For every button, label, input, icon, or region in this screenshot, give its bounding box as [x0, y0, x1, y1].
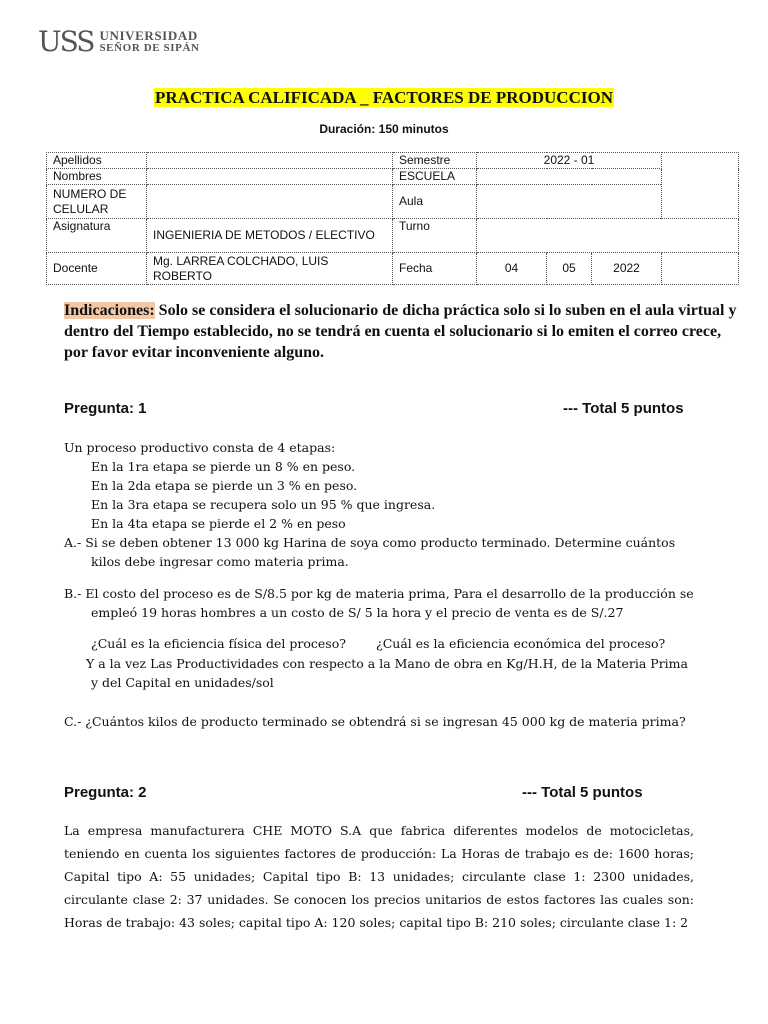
university-name-line1: UNIVERSIDAD: [99, 28, 198, 43]
fecha-day: 04: [477, 253, 547, 285]
p1-productividad-line2: y del Capital en unidades/sol: [91, 675, 274, 690]
aula-label: Aula: [393, 185, 477, 219]
p1-part-a-line2: kilos debe ingresar como materia prima.: [91, 554, 349, 569]
fecha-extra: [662, 253, 739, 285]
docente-value: Mg. LARREA COLCHADO, LUIS ROBERTO: [147, 253, 393, 285]
nombres-field[interactable]: [147, 169, 393, 185]
nombres-label: Nombres: [47, 169, 147, 185]
celular-field[interactable]: [147, 185, 393, 219]
escuela-label: ESCUELA: [393, 169, 477, 185]
p1-part-a-line1: A.- Si se deben obtener 13 000 kg Harina de soya como producto terminado. Determine cuántos: [64, 535, 676, 550]
p1-part-c: C.- ¿Cuántos kilos de producto terminado se obtendrá si se ingresan 45 000 kg de materia prima?: [64, 714, 686, 729]
p1-part-b-line1: B.- El costo del proceso es de S/8.5 por kg de materia prima, Para el desarrollo de la producción se: [64, 586, 694, 601]
pregunta1-title: Pregunta: 1: [64, 400, 147, 417]
pregunta2-points: --- Total 5 puntos: [522, 784, 643, 801]
uss-logo-mark: USS: [38, 25, 94, 58]
fecha-label: Fecha: [393, 253, 477, 285]
p1-stage2: En la 2da etapa se pierde un 3 % en peso.: [91, 478, 358, 493]
fecha-month: 05: [547, 253, 592, 285]
p1-stage4: En la 4ta etapa se pierde el 2 % en peso: [91, 516, 346, 531]
p1-question-fisica: ¿Cuál es la eficiencia física del proceso?: [91, 636, 346, 651]
apellidos-label: Apellidos: [47, 153, 147, 169]
student-info-table: [46, 152, 739, 285]
pregunta2-title: Pregunta: 2: [64, 784, 147, 801]
semestre-value: 2022 - 01: [477, 153, 662, 169]
photo-box: [662, 153, 739, 219]
duration-text: Duración: 150 minutos: [319, 122, 449, 136]
celular-label: NUMERO DE CELULAR: [47, 185, 147, 219]
p1-productividad-line1: Y a la vez Las Productividades con respecto a la Mano de obra en Kg/H.H, de la Materia Prima: [86, 656, 688, 671]
asignatura-label: Asignatura: [47, 219, 147, 253]
turno-label: Turno: [393, 219, 477, 253]
page-title: [0, 88, 768, 108]
asignatura-value: INGENIERIA DE METODOS / ELECTIVO: [147, 219, 393, 253]
p1-intro: Un proceso productivo consta de 4 etapas:: [64, 440, 336, 455]
docente-label: Docente: [47, 253, 147, 285]
indicaciones-text: Solo se considera el solucionario de dicha práctica solo si lo suben en el aula virtual y dentro del Tiempo establecido, no se tendrá en cuenta el solucionario si lo emiten el correo crece, por favor evitar inconveniente alguno.: [64, 302, 737, 361]
p1-part-b-line2: empleó 19 horas hombres a un costo de S/ 5 la hora y el precio de venta es de S/.27: [91, 605, 624, 620]
turno-field[interactable]: [477, 219, 739, 253]
indicaciones-label: Indicaciones:: [64, 302, 155, 319]
university-name-line2: SEÑOR DE SIPÁN: [99, 42, 200, 54]
pregunta1-points: --- Total 5 puntos: [563, 400, 684, 417]
p1-question-economica: ¿Cuál es la eficiencia económica del proceso?: [376, 636, 666, 651]
p2-paragraph: La empresa manufacturera CHE MOTO S.A que fabrica diferentes modelos de motocicletas, teniendo en cuenta los siguientes factores de producción: La Horas de trabajo es de: 1600 horas; Capital tipo A: 55 unidades; Capital tipo B: 13 unidades; circulante clase 1: 2300 unidades, circulante clase 2: 37 unidades. Se conocen los precios unitarios de estos factores las cuales son: Horas de trabajo: 43 soles; capital tipo A: 120 soles; capital tipo B: 210 soles; circulante clase 1: 2: [64, 823, 694, 930]
p1-stage3: En la 3ra etapa se recupera solo un 95 % que ingresa.: [91, 497, 436, 512]
fecha-year: 2022: [592, 253, 662, 285]
escuela-field[interactable]: [477, 169, 662, 185]
university-logo: [38, 25, 200, 58]
aula-field[interactable]: [477, 185, 662, 219]
indicaciones-paragraph: [64, 300, 744, 363]
apellidos-field[interactable]: [147, 153, 393, 169]
university-name: [99, 30, 199, 54]
semestre-label: Semestre: [393, 153, 477, 169]
page-title-text: PRACTICA CALIFICADA _ FACTORES DE PRODUCCION: [155, 88, 613, 107]
p1-stage1: En la 1ra etapa se pierde un 8 % en peso.: [91, 459, 356, 474]
